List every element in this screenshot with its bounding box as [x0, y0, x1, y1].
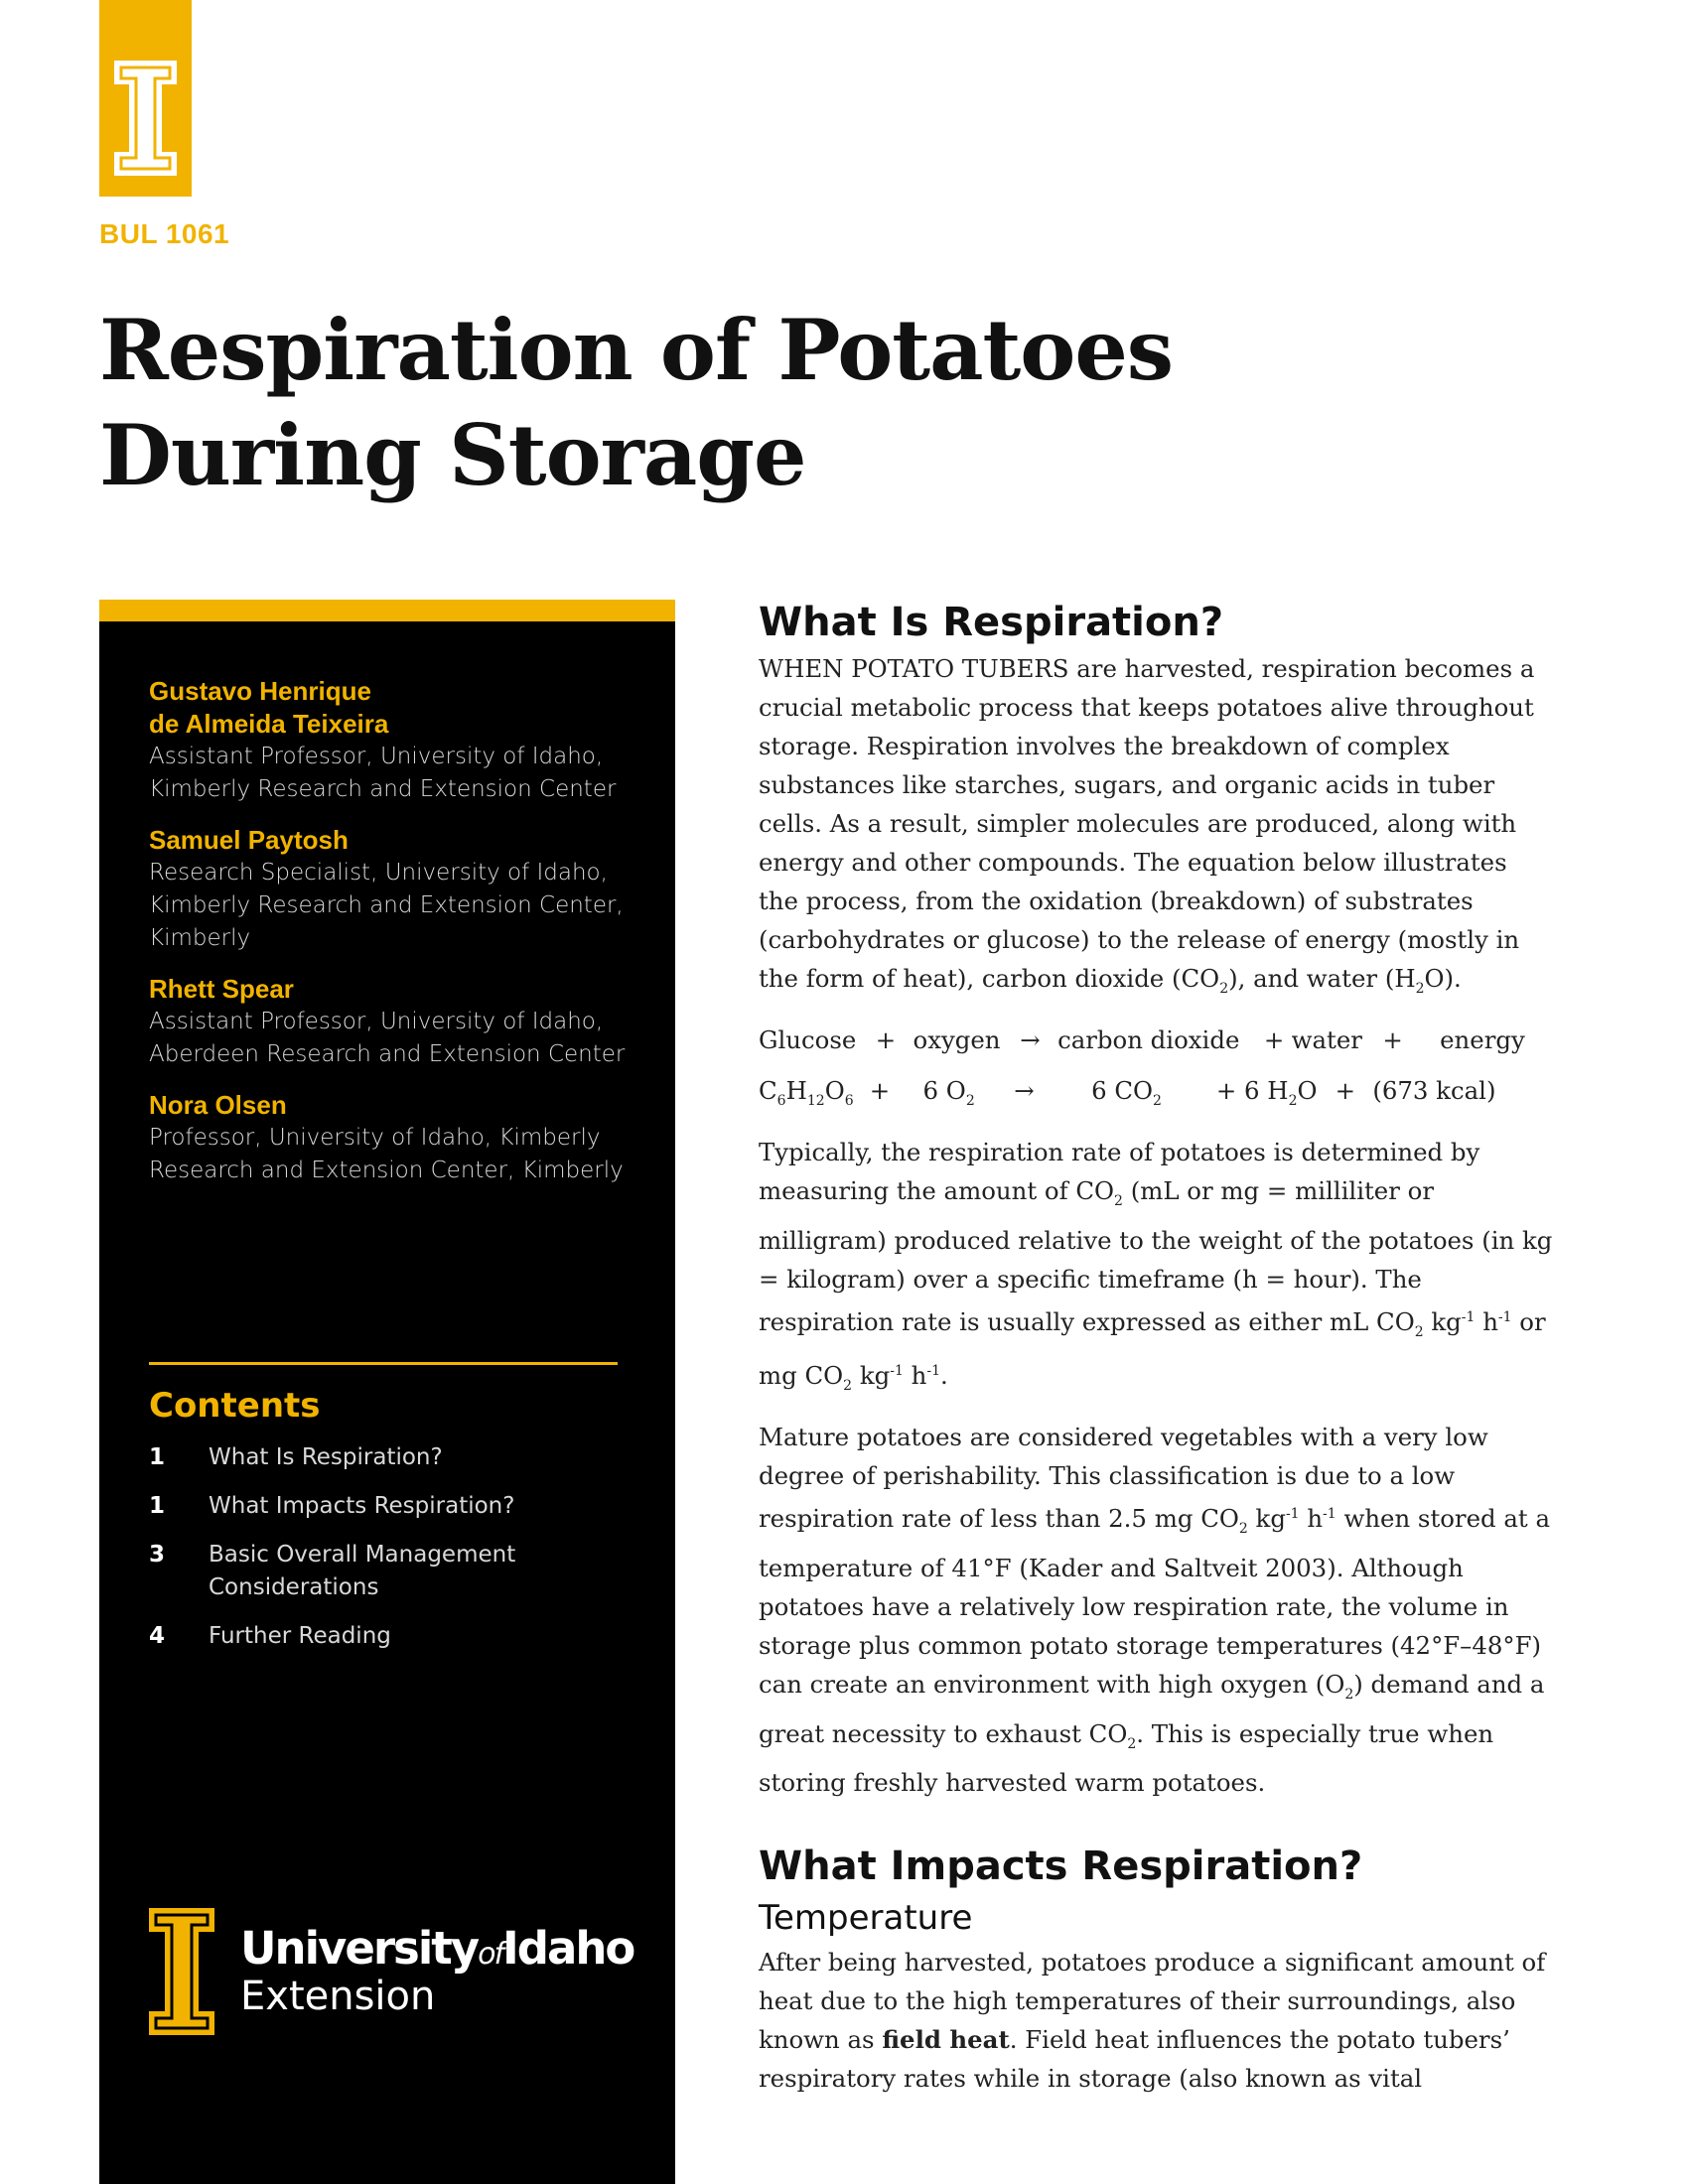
text-run: h	[1475, 1306, 1498, 1336]
eq-arrow: →	[1020, 1024, 1041, 1054]
section-gap	[759, 1814, 1553, 1840]
lead-in: WHEN POTATO TUBERS	[759, 654, 1069, 683]
subscript: 2	[1114, 1192, 1123, 1209]
wordmark-idaho: Idaho	[502, 1922, 634, 1975]
toc-item[interactable]	[149, 1539, 626, 1604]
subscript: 12	[806, 1092, 825, 1109]
eq-kcal: (673 kcal)	[1372, 1075, 1496, 1105]
university-wordmark	[240, 1922, 633, 1975]
page-title: Respiration of Potatoes During Storage	[99, 301, 1174, 504]
author-affiliation: Assistant Professor, University of Idaho, Aberdeen Research and Extension Center	[149, 1009, 626, 1067]
eq-energy: energy	[1440, 1024, 1525, 1054]
word-equation	[759, 1021, 1553, 1059]
header-logo-tab	[99, 0, 192, 197]
text-run: h	[1299, 1503, 1324, 1533]
body-paragraph	[759, 1943, 1553, 2098]
formula-h: + 6 H	[1215, 1075, 1289, 1105]
author-entry	[149, 675, 645, 806]
text-run: Mature potatoes are considered vegetables with a very low degree of perishability. This classification is due to a low respiration rate of less than 2.5 mg CO	[759, 1422, 1488, 1533]
author-entry	[149, 1089, 645, 1187]
formula-o: O	[1297, 1075, 1318, 1105]
toc-page-number: 1	[149, 1493, 166, 1519]
subscript: 2	[1153, 1092, 1162, 1109]
eq-oxygen: oxygen	[913, 1024, 1001, 1054]
subscript: 2	[1127, 1735, 1137, 1752]
text-run: kg	[852, 1360, 891, 1390]
contents-heading: Contents	[149, 1386, 321, 1426]
toc-page-number: 4	[149, 1623, 166, 1649]
toc-label[interactable]: Basic Overall Management Considerations	[209, 1542, 516, 1600]
text-run: . This is especially true when storing freshly harvested warm potatoes.	[759, 1718, 1494, 1798]
body-paragraph	[759, 1418, 1553, 1803]
author-name: Rhett Spear	[149, 974, 294, 1004]
text-run: when stored at a temperature of 41°F (Kader and Saltveit 2003). Although potatoes have a relatively low respiration rate, the volume in storage plus common potato storage temperatures (42°F–48°F) can create an environment with high oxygen (O	[759, 1503, 1551, 1699]
subscript: 6	[844, 1092, 854, 1109]
author-affiliation: Professor, University of Idaho, Kimberly Research and Extension Center, Kimberly	[149, 1125, 624, 1183]
author-name: Nora Olsen	[149, 1090, 287, 1120]
sidebar-divider	[149, 1362, 618, 1365]
text-run: Typically, the respiration rate of potatoes is determined by measuring the amount of CO	[759, 1137, 1480, 1205]
text-run: h	[903, 1360, 927, 1390]
toc-label[interactable]: What Impacts Respiration?	[209, 1493, 515, 1519]
eq-o2	[923, 1071, 1007, 1121]
text-run: are harvested, respiration becomes a crucial metabolic process that keeps potatoes alive throughout storage. Respiration involves the breakdown of complex substances like starches, sugars, and organic acids in tuber cells. As a result, simpler molecules are produced, along with energy and other compounds. The equation below illustrates the process, from the oxidation (breakdown) of substrates (carbohydrates or glucose) to the release of energy (mostly in the form of heat), carbon dioxide (CO	[759, 654, 1535, 993]
wordmark-university: University	[240, 1922, 479, 1975]
block-i-logo-icon	[113, 60, 178, 177]
eq-plus: +	[875, 1024, 897, 1054]
author-entry	[149, 824, 645, 955]
formula-h: H	[785, 1075, 807, 1105]
sidebar-accent-bar	[99, 600, 675, 621]
author-list	[149, 675, 645, 1205]
formula-o: O	[824, 1075, 845, 1105]
eq-glucose: Glucose	[759, 1024, 857, 1054]
body-paragraph	[759, 649, 1553, 1009]
author-name-line2: de Almeida Teixeira	[149, 709, 389, 739]
text-run: After being harvested, potatoes produce a significant amount of heat due to the high temperatures of their surroundings, also known as	[759, 1948, 1546, 2055]
eq-carbon-dioxide: carbon dioxide	[1057, 1024, 1240, 1054]
text-run: kg	[1247, 1503, 1286, 1533]
toc-page-number: 1	[149, 1444, 166, 1470]
eq-water: water	[1291, 1024, 1362, 1054]
eq-plus: +	[1335, 1075, 1356, 1105]
text-run: .	[939, 1360, 948, 1390]
subscript: 2	[965, 1092, 975, 1109]
bold-term: field heat	[882, 2025, 1010, 2055]
eq-co2	[1091, 1071, 1208, 1121]
subscript: 2	[1219, 980, 1229, 997]
toc-item[interactable]	[149, 1490, 626, 1523]
text-run: (mL or mg = milliliter or milligram) produced relative to the weight of the potatoes (in kg = kilogram) over a specific timeframe (h = hour). The respiration rate is usually expressed as either mL CO	[759, 1175, 1553, 1336]
eq-plus: +	[869, 1075, 891, 1105]
subscript: 2	[843, 1377, 853, 1394]
extension-wordmark: Extension	[240, 1974, 436, 2019]
text-run: . Field heat influences the potato tubers’ respiratory rates while in storage (also known as vital	[759, 2025, 1510, 2094]
toc-item[interactable]	[149, 1441, 626, 1474]
toc-label[interactable]: What Is Respiration?	[209, 1444, 443, 1470]
text-run: ), and water (H	[1228, 964, 1416, 993]
bulletin-number: BUL 1061	[99, 218, 230, 249]
author-affiliation: Assistant Professor, University of Idaho, Kimberly Research and Extension Center	[149, 744, 617, 802]
eq-arrow: →	[1014, 1075, 1035, 1105]
university-block-i-icon	[147, 1906, 216, 2037]
superscript: -1	[1497, 1308, 1512, 1325]
text-run: kg	[1423, 1306, 1462, 1336]
formula-c: C	[759, 1075, 777, 1105]
subheading-temperature: Temperature	[759, 1898, 973, 1939]
subscript: 2	[1344, 1686, 1354, 1703]
text-run: or mg CO	[759, 1306, 1546, 1390]
eq-plus: +	[1382, 1024, 1403, 1054]
formula-co2: 6 CO	[1091, 1075, 1153, 1105]
superscript: -1	[1461, 1308, 1476, 1325]
wordmark-of: of	[478, 1937, 503, 1972]
superscript: -1	[926, 1362, 940, 1379]
subscript: 6	[776, 1092, 786, 1109]
body-paragraph	[759, 1133, 1553, 1406]
subscript: 2	[1415, 980, 1425, 997]
section-heading-respiration: What Is Respiration?	[759, 600, 1224, 645]
toc-label[interactable]: Further Reading	[209, 1623, 391, 1649]
superscript: -1	[1323, 1505, 1336, 1522]
subscript: 2	[1414, 1323, 1424, 1340]
toc-page-number: 3	[149, 1542, 166, 1568]
eq-plus: +	[1263, 1024, 1285, 1054]
text-run: O).	[1424, 964, 1462, 993]
section-heading-impacts: What Impacts Respiration?	[759, 1843, 1363, 1890]
toc-item[interactable]	[149, 1620, 626, 1653]
formula-o2: 6 O	[922, 1075, 966, 1105]
text-run: ) demand and a great necessity to exhaust CO	[759, 1669, 1545, 1748]
chemical-equation	[759, 1071, 1553, 1121]
eq-h2o	[1216, 1071, 1328, 1121]
superscript: -1	[890, 1362, 904, 1379]
subscript: 2	[1288, 1092, 1298, 1109]
table-of-contents	[149, 1441, 626, 1669]
author-name: Samuel Paytosh	[149, 825, 349, 855]
sidebar	[99, 621, 675, 2184]
subscript: 2	[1238, 1520, 1248, 1537]
author-name: Gustavo Henrique	[149, 676, 371, 706]
main-content	[759, 596, 1553, 2110]
author-affiliation: Research Specialist, University of Idaho, Kimberly Research and Extension Center, Kimberly	[149, 860, 624, 951]
eq-glucose-formula	[759, 1071, 862, 1121]
university-extension-logo	[147, 1906, 643, 2045]
author-entry	[149, 973, 645, 1071]
superscript: -1	[1285, 1505, 1300, 1522]
